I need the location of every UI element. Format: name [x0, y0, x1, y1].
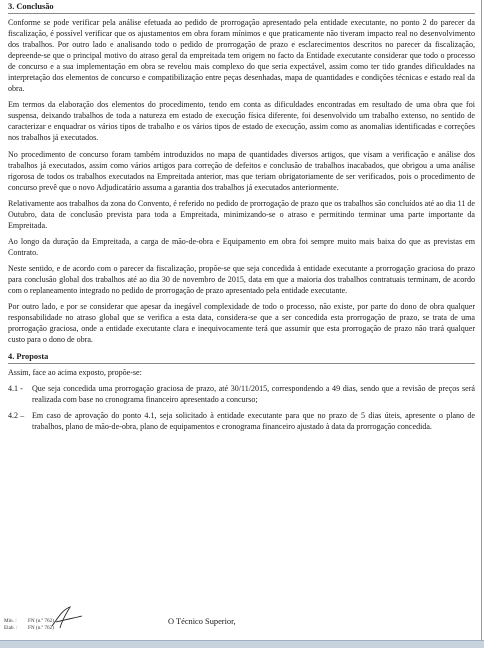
reference-value: FN (n.º 762) — [28, 618, 54, 624]
paragraph: No procedimento de concurso foram também introduzidos no mapa de quantidades diversos artigos, que visam a verificação e análise dos trabalhos já executados, assim como vários artigos para correção de defeitos e conclusão de trabalhos inacabados, que obrigou a uma análise rigorosa de todos os trabalhos executados na Empreitada anterior, mas que teriam obrigatoriamente de ser verificados, pois o procedimento de concurso prevê que o novo Adjudicatário assuma a garantia dos trabalhos já executados anteriormente. — [8, 149, 475, 192]
paragraph: Em termos da elaboração dos elementos do procedimento, tendo em conta as dificuldades encontradas em resultado de uma obra que foi suspensa, deixando trabalhos de toda a natureza em estado de execução física diferente, foi desenvolvido um trabalho extenso, no sentido de caracterizar e enquadrar os vários tipos de trabalho e os vários tipos de estado de execução, assim como as anomalias identificadas e correções nos trabalhos já executados. — [8, 100, 475, 143]
document-page — [2, 0, 482, 640]
section-4-heading: 4. Proposta — [8, 352, 49, 362]
paragraph: Conforme se pode verificar pela análise efetuada ao pedido de prorrogação apresentado pela entidade executante, no ponto 2 do parecer da fiscalização, é possível verificar que os ajustamentos em obra foram mínimos e que praticamente não tiveram impacto real no desenvolvimento dos trabalhos. Por outro lado e analisando todo o pedido de prorrogação de prazo e esclarecimentos descritos no parecer da fiscalização, depreende-se que o principal motivo do atraso geral da empreitada tem origem no facto da Entidade executante considerar que todo o processo de concurso e a sua implementação em obra se revelou mais complexo do que seria expectável, assim como ter tido grandes dificuldades na interpretação dos elementos de concurso e compatibilização entre peças desenhadas, mapa de quantidades e condições técnicas e estado real da obra. — [8, 18, 475, 94]
paragraph: Neste sentido, e de acordo com o parecer da fiscalização, propõe-se que seja concedida à entidade executante a prorrogação graciosa do prazo para conclusão global dos trabalhos até ao dia 30 de novembro de 2015, data em que a maioria dos trabalhos contratuais terminam, de acordo com o replaneamento integrado no pedido de prorrogação de prazo apresentado pela entidade executante. — [8, 263, 475, 296]
heading-rule — [8, 13, 475, 14]
proposal-item — [8, 410, 475, 432]
document-footer — [4, 618, 474, 640]
proposal-item-text: Em caso de aprovação do ponto 4.1, seja solicitado à entidade executante para que no prazo de 5 dias úteis, apresente o plano de trabalhos, plano de mão-de-obra, plano de equipamentos e cronograma financeiro ajustado à data da prorrogação concedida. — [32, 411, 475, 432]
reference-value: FN (n.º 762) — [28, 625, 54, 631]
paragraph: Relativamente aos trabalhos da zona do Convento, é referido no pedido de prorrogação de prazo que os trabalhos são concluídos até ao dia 11 de Outubro, data de conclusão prevista para toda a Empreitada, minimizando-se o atraso e permitindo terminar uma parte importante da Empreitada. — [8, 198, 475, 230]
paragraph: Ao longo da duração da Empreitada, a carga de mão-de-obra e Equipamento em obra foi sempre muito mais baixa do que as previstas em Contrato. — [8, 236, 475, 257]
proposal-item-number: 4.1 - — [8, 384, 23, 394]
reference-label: Min. : — [4, 618, 17, 624]
proposal-item-number: 4.2 – — [8, 411, 25, 421]
proposal-item-text: Que seja concedida uma prorrogação graciosa de prazo, até 30/11/2015, correspondendo a 49 dias, sendo que a revisão de preços será realizada com base no cronograma financeiro apresentado a concurso; — [32, 384, 475, 405]
proposal-intro: Assim, face ao acima exposto, propõe-se: — [8, 368, 142, 378]
handwritten-signature — [48, 604, 88, 630]
heading-rule — [8, 363, 475, 364]
proposal-item — [8, 383, 475, 405]
signature-caption: O Técnico Superior, — [168, 617, 236, 626]
section-3-heading: 3. Conclusão — [8, 2, 54, 11]
reference-label: Elab. : — [4, 625, 18, 631]
paragraph: Por outro lado, e por se considerar que apesar da inegável complexidade de todo o processo, não existe, por parte do dono de obra qualquer responsabilidade no atraso global que se verifica a esta data, considera-se que a ser concedida esta prorrogação de prazo, se trata de uma prorrogação graciosa, onde a entidade executante clara e inequivocamente terá que assumir que esta prorrogação de prazo não trará qualquer custo para o dono de obra. — [8, 302, 475, 345]
